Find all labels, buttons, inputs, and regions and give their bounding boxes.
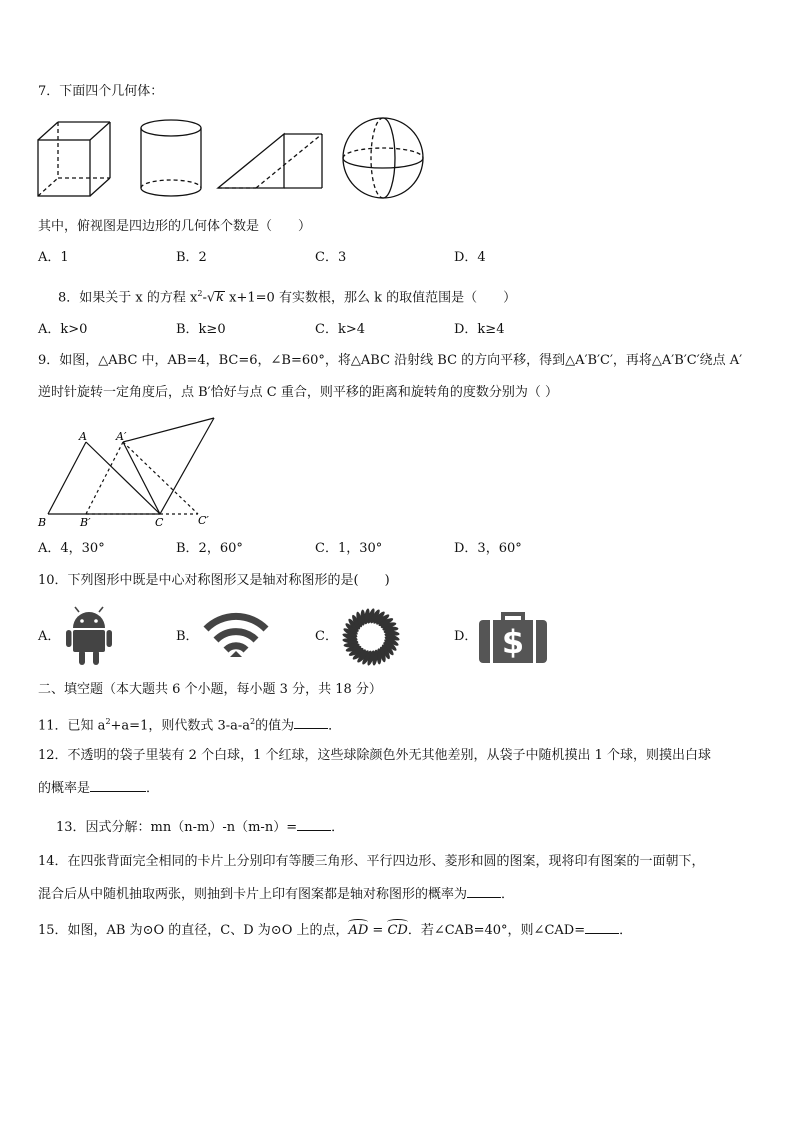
- q12-line1: 12．不透明的袋子里装有 2 个白球，1 个红球，这些球除颜色外无其他差别，从袋子中随机摸出 1 个球，则摸出白球: [38, 748, 712, 763]
- q15-answer-blank[interactable]: [585, 921, 619, 934]
- label-a: A: [79, 430, 87, 443]
- q8-option-d[interactable]: D．k≥4: [454, 322, 505, 337]
- sunburst-icon: [338, 607, 404, 667]
- q7-solids-figure: [34, 114, 444, 200]
- q9-option-c[interactable]: C．1，30°: [315, 541, 383, 556]
- q14-line2: 混合后从中随机抽取两张，则抽到卡片上印有图案都是轴对称图形的概率为 ．: [38, 887, 515, 902]
- q8-stem: 8．如果关于 x 的方程 $x^2-√k$ x+1=0 有实数根，那么 k 的取值范围是（ ）: [58, 289, 517, 306]
- arc-ad: AD: [348, 923, 369, 938]
- wifi-icon: [202, 611, 270, 661]
- q13-answer-blank[interactable]: [297, 818, 331, 831]
- q7-question: 其中，俯视图是四边形的几何体个数是（ ）: [38, 219, 312, 234]
- q7-option-b[interactable]: B．2: [176, 250, 207, 265]
- q10-option-c[interactable]: C．: [315, 629, 338, 644]
- label-a-prime: A′: [116, 430, 127, 443]
- label-b-prime: B′: [80, 516, 91, 529]
- label-c: C: [155, 516, 164, 529]
- q8-option-b[interactable]: B．k≥0: [176, 322, 226, 337]
- section2-title: 二、填空题（本大题共 6 个小题，每小题 3 分，共 18 分）: [38, 682, 382, 697]
- q8-option-a[interactable]: A．k>0: [38, 322, 88, 337]
- q7-option-d[interactable]: D．4: [454, 250, 486, 265]
- cube-icon: [38, 122, 110, 196]
- arc-cd: CD: [387, 923, 408, 938]
- q9-option-a[interactable]: A．4，30°: [38, 541, 105, 556]
- q12-answer-blank[interactable]: [90, 779, 146, 792]
- q9-line2: 逆时针旋转一定角度后，点 B′恰好与点 C 重合，则平移的距离和旋转角的度数分别为（ ）: [38, 385, 558, 400]
- label-c-prime: C′: [198, 514, 209, 527]
- q14-answer-blank[interactable]: [467, 885, 501, 898]
- q10-option-a[interactable]: A．: [38, 629, 61, 644]
- svg-text:$: $: [501, 623, 525, 661]
- q7-option-a[interactable]: A．1: [38, 250, 69, 265]
- q11-stem: 11．已知 $a^2+a=1$，则代数式 $3-a-a^2$的值为 ．: [38, 717, 342, 734]
- q9-option-b[interactable]: B．2，60°: [176, 541, 243, 556]
- q9-translation-figure: [34, 412, 224, 530]
- q8-option-c[interactable]: C．k>4: [315, 322, 365, 337]
- q7-option-c[interactable]: C．3: [315, 250, 347, 265]
- sphere-icon: [343, 118, 423, 198]
- q11-answer-blank[interactable]: [294, 716, 328, 729]
- cylinder-icon: [141, 120, 201, 196]
- q10-option-d[interactable]: D．: [454, 629, 478, 644]
- q9-option-d[interactable]: D．3，60°: [454, 541, 522, 556]
- q15-stem: 15．如图，AB 为⊙O 的直径，C、D 为⊙O 上的点，AD = CD．若∠CAB=40°，则∠CAD= ．: [38, 923, 633, 938]
- q10-stem: 10．下列图形中既是中心对称图形又是轴对称图形的是( ): [38, 573, 390, 588]
- q10-option-b[interactable]: B．: [176, 629, 199, 644]
- android-robot-icon: [66, 606, 112, 666]
- q7-stem: 7．下面四个几何体：: [38, 84, 164, 99]
- dollar-briefcase-icon: [478, 610, 548, 664]
- label-b: B: [38, 516, 47, 529]
- q14-line1: 14．在四张背面完全相同的卡片上分别印有等腰三角形、平行四边形、菱形和圆的图案，现将印有图案的一面朝下，: [38, 854, 705, 869]
- triangular-prism-icon: [218, 134, 322, 188]
- q12-line2: 的概率是 ．: [38, 781, 160, 796]
- q13-stem: 13．因式分解：mn（n-m）-n（m-n）= ．: [56, 820, 345, 835]
- q9-line1: 9．如图，△ABC 中，AB=4，BC=6，∠B=60°，将△ABC 沿射线 BC 的方向平移，得到△A′B′C′，再将△A′B′C′绕点 A′: [38, 353, 743, 368]
